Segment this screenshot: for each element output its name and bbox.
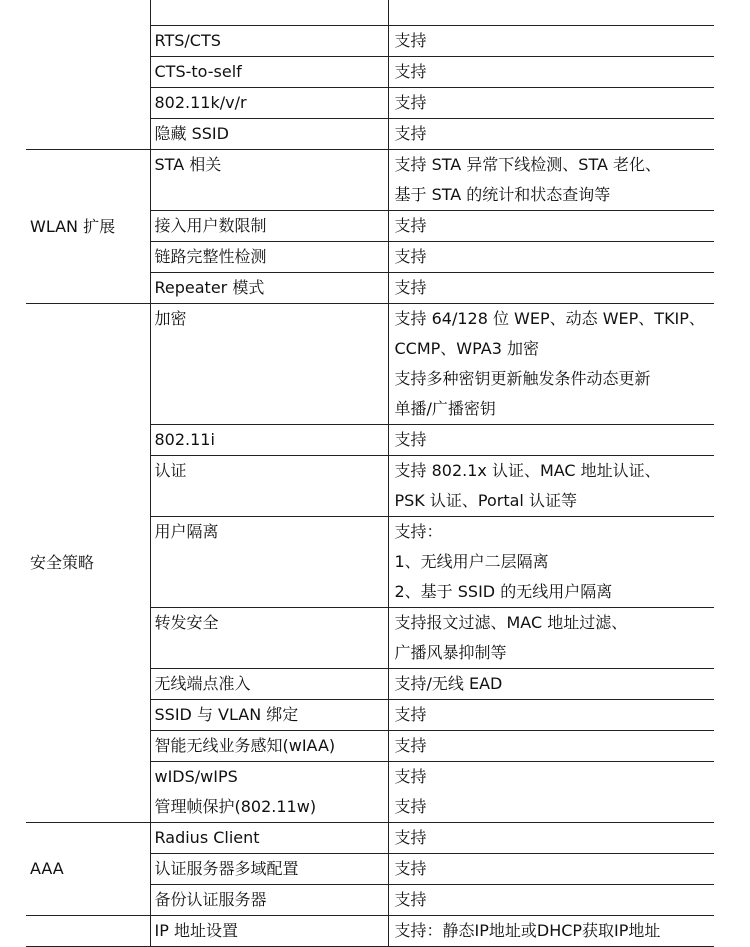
feature-cell [150, 854, 388, 885]
feature-cell [150, 885, 388, 916]
feature-cell [150, 242, 388, 273]
value-line: 支持/无线 EAD [394, 674, 503, 693]
spec-table [26, 0, 714, 947]
category-cell [26, 0, 150, 150]
feature-line: 备份认证服务器 [154, 890, 267, 909]
category-cell: WLAN 扩展 [26, 150, 150, 304]
value-line: 支持 [394, 859, 427, 878]
value-line: 支持 [394, 430, 427, 449]
feature-line: wIDS/wIPS [154, 767, 238, 786]
value-cell [388, 517, 714, 608]
value-line: 支持 [394, 705, 427, 724]
feature-line: 隐藏 SSID [154, 124, 229, 143]
value-cell [388, 700, 714, 731]
value-line: 支持报文过滤、MAC 地址过滤、 [394, 613, 628, 632]
feature-cell [150, 608, 388, 669]
category-cell: AAA [26, 823, 150, 916]
table-row [26, 150, 714, 211]
feature-cell [150, 823, 388, 854]
feature-line: IP 地址设置 [154, 921, 238, 940]
value-cell [388, 273, 714, 304]
feature-line: STA 相关 [154, 155, 222, 174]
value-cell [388, 731, 714, 762]
value-line: 2、基于 SSID 的无线用户隔离 [394, 582, 613, 601]
feature-cell [150, 150, 388, 211]
feature-cell [150, 517, 388, 608]
value-line: 支持 [394, 93, 427, 112]
feature-cell [150, 88, 388, 119]
value-line: 支持 [394, 797, 427, 816]
value-cell [388, 88, 714, 119]
value-line: 支持 802.1x 认证、MAC 地址认证、 [394, 461, 661, 480]
value-line: 支持 64/128 位 WEP、动态 WEP、TKIP、 [394, 309, 705, 328]
value-cell [388, 211, 714, 242]
value-line: 支持 [394, 767, 427, 786]
value-cell [388, 885, 714, 916]
feature-cell [150, 700, 388, 731]
value-cell [388, 0, 714, 26]
feature-cell [150, 26, 388, 57]
value-line: 支持 [394, 247, 427, 266]
spec-table-body [26, 0, 714, 947]
value-cell [388, 304, 714, 425]
value-line: 支持 [394, 278, 427, 297]
feature-cell [150, 211, 388, 242]
value-cell [388, 150, 714, 211]
value-cell [388, 119, 714, 150]
feature-cell [150, 456, 388, 517]
value-line: 支持 STA 异常下线检测、STA 老化、 [394, 155, 662, 174]
value-cell [388, 57, 714, 88]
value-cell [388, 425, 714, 456]
value-cell [388, 823, 714, 854]
value-line: 支持：静态IP地址或DHCP获取IP地址 [394, 921, 661, 940]
table-row [26, 916, 714, 947]
value-line: 支持 [394, 62, 427, 81]
feature-cell [150, 731, 388, 762]
feature-line [155, 0, 388, 25]
feature-line: 管理帧保护(802.11w) [154, 797, 317, 816]
value-line: 支持 [394, 828, 427, 847]
value-cell [388, 762, 714, 823]
feature-cell [150, 304, 388, 425]
value-line: 1、无线用户二层隔离 [394, 552, 549, 571]
feature-line: 接入用户数限制 [154, 216, 267, 235]
feature-line: 无线端点准入 [154, 674, 251, 693]
value-cell [388, 916, 714, 947]
value-line: 支持： [394, 522, 443, 541]
feature-line: 智能无线业务感知(wIAA) [154, 736, 336, 755]
feature-line: SSID 与 VLAN 绑定 [154, 705, 299, 724]
feature-line: 转发安全 [154, 613, 219, 632]
value-line: 支持 [394, 124, 427, 143]
value-cell [388, 242, 714, 273]
feature-cell [150, 273, 388, 304]
feature-line: 用户隔离 [154, 522, 219, 541]
feature-cell [150, 0, 388, 26]
feature-line: Radius Client [154, 828, 260, 847]
value-line [395, 0, 715, 25]
value-line: 支持多种密钥更新触发条件动态更新 [394, 369, 651, 388]
feature-line: 认证服务器多域配置 [154, 859, 299, 878]
value-line: CCMP、WPA3 加密 [394, 339, 539, 358]
feature-cell [150, 425, 388, 456]
value-cell [388, 26, 714, 57]
value-line: 基于 STA 的统计和状态查询等 [394, 185, 611, 204]
feature-line: 链路完整性检测 [154, 247, 267, 266]
value-cell [388, 608, 714, 669]
category-cell [26, 916, 150, 947]
feature-line: CTS-to-self [154, 62, 242, 81]
feature-line: 802.11k/v/r [154, 93, 247, 112]
feature-cell [150, 119, 388, 150]
value-line: 支持 [394, 890, 427, 909]
value-line: 支持 [394, 736, 427, 755]
feature-line: RTS/CTS [154, 31, 221, 50]
feature-cell [150, 57, 388, 88]
feature-line: 加密 [154, 309, 187, 328]
value-line: PSK 认证、Portal 认证等 [394, 491, 577, 510]
feature-cell [150, 669, 388, 700]
feature-cell [150, 762, 388, 823]
feature-line: 802.11i [154, 430, 215, 449]
feature-line: 认证 [154, 461, 187, 480]
value-cell [388, 669, 714, 700]
feature-cell [150, 916, 388, 947]
table-row [26, 823, 714, 854]
value-line: 支持 [394, 31, 427, 50]
feature-line: Repeater 模式 [154, 278, 265, 297]
value-line: 单播/广播密钥 [394, 399, 496, 418]
category-cell: 安全策略 [26, 304, 150, 823]
table-row [26, 0, 714, 26]
value-line: 支持 [394, 216, 427, 235]
value-cell [388, 456, 714, 517]
value-cell [388, 854, 714, 885]
table-row [26, 304, 714, 425]
value-line: 广播风暴抑制等 [394, 643, 507, 662]
